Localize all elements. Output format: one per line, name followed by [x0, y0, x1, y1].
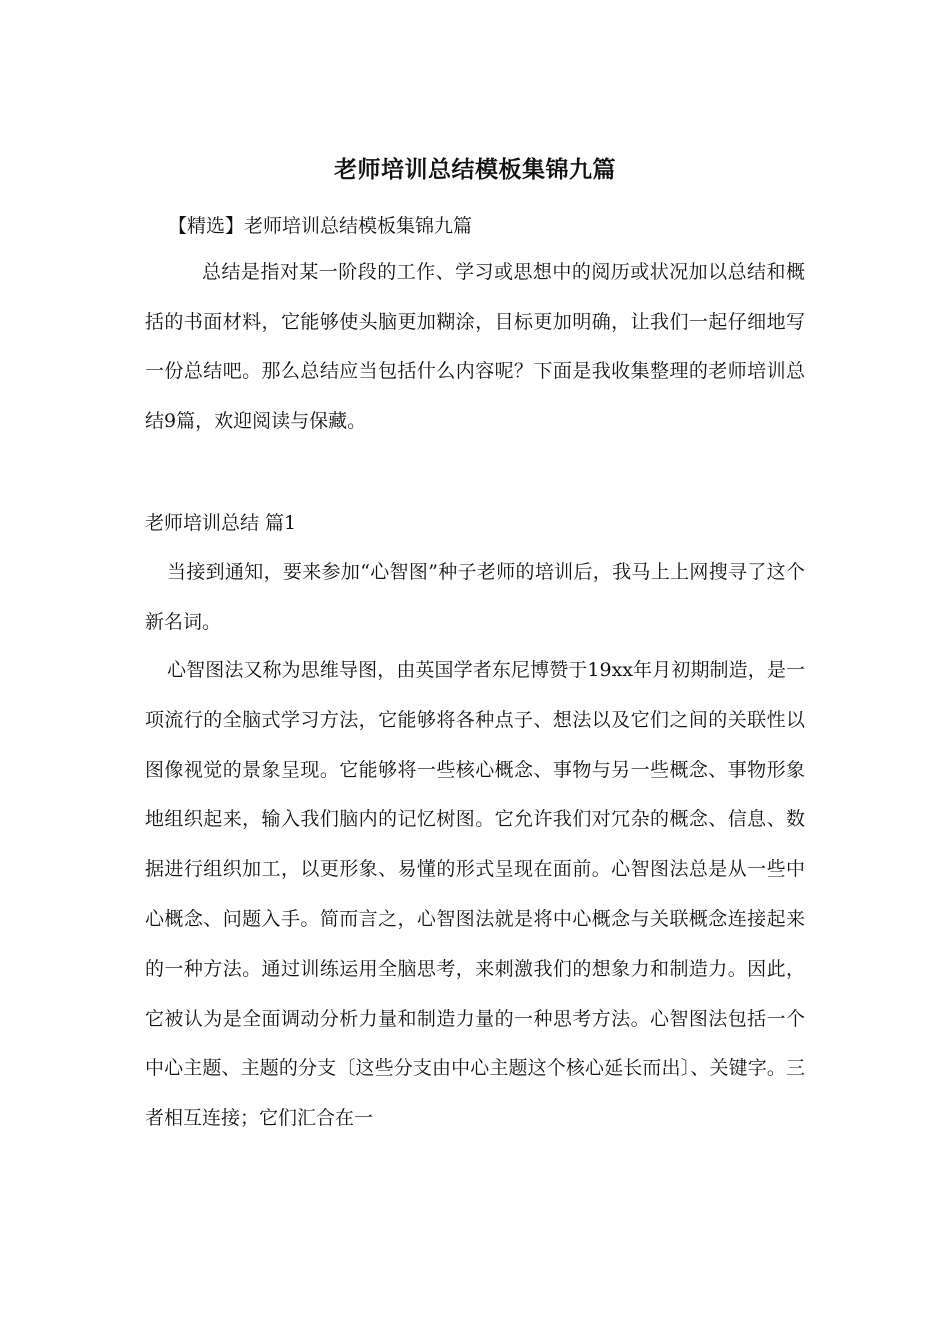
document-title: 老师培训总结模板集锦九篇	[334, 157, 616, 183]
body-paragraph-2: 心智图法又称为思维导图，由英国学者东尼博赞于19xx年月初期制造，是一项流行的全脑式学习方法，它能够将各种点子、想法以及它们之间的关联性以图像视觉的景象呈现。它能够将一些核心概念、事物与另一些概念、事物形象地组织起来，输入我们脑内的记忆树图。它允许我们对冗杂的概念、信息、数据进行组织加工，以更形象、易懂的形式呈现在面前。心智图法总是从一些中心概念、问题入手。简而言之，心智图法就是将中心概念与关联概念连接起来的一种方法。通过训练运用全脑思考，来刺激我们的想象力和制造力。因此，它被认为是全面调动分析力量和制造力量的一种思考方法。心智图法包括一个中心主题、主题的分支〔这些分支由中心主题这个核心延长而出〕、关键字。三者相互连接；它们汇合在一	[145, 659, 805, 1130]
document-subtitle: 【精选】老师培训总结模板集锦九篇	[168, 215, 473, 237]
body-paragraph-1: 当接到通知，要来参加“心智图”种子老师的培训后，我马上上网搜寻了这个新名词。	[145, 561, 805, 633]
section-heading: 老师培训总结 篇1	[145, 512, 297, 534]
intro-paragraph: 总结是指对某一阶段的工作、学习或思想中的阅历或状况加以总结和概括的书面材料，它能够使头脑更加糊涂，目标更加明确，让我们一起仔细地写一份总结吧。那么总结应当包括什么内容呢？下面是我收集整理的老师培训总结9篇，欢迎阅读与保藏。	[145, 261, 805, 432]
